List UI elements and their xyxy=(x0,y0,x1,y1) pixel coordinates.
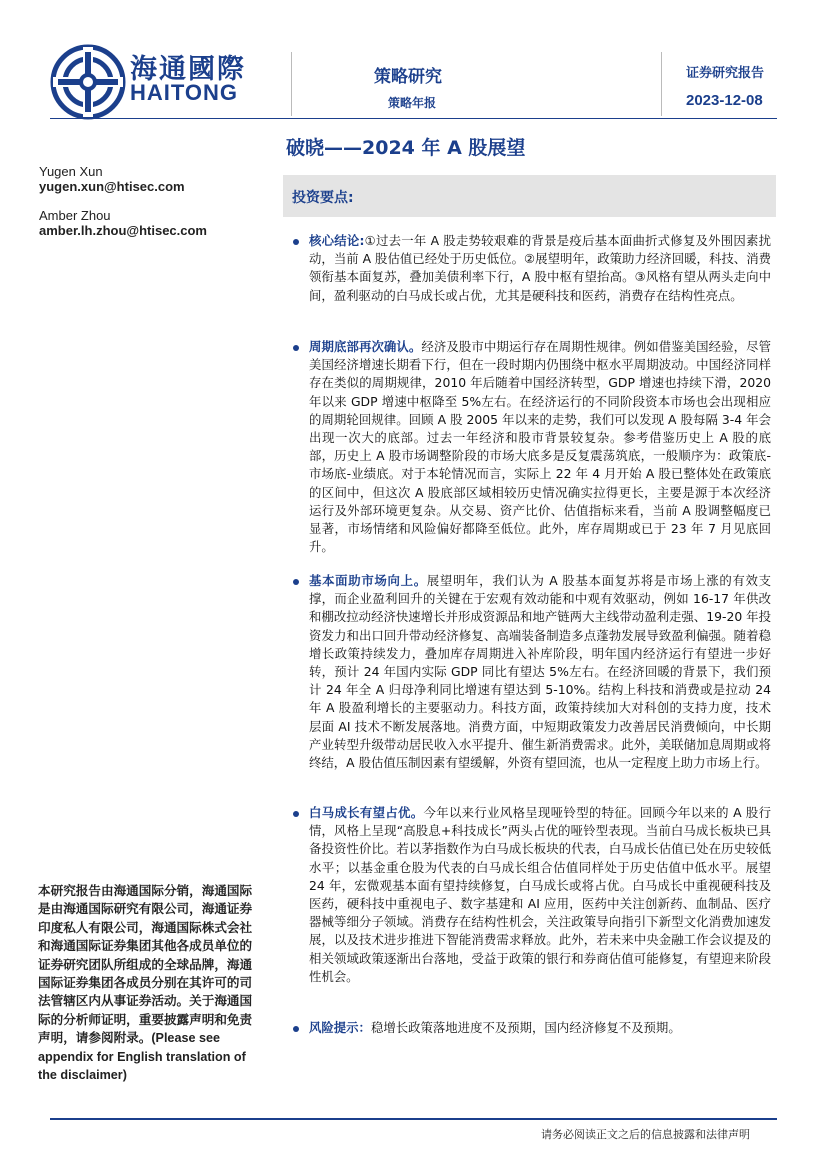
summary-item xyxy=(309,232,771,305)
author-name: Yugen Xun xyxy=(39,164,103,179)
disclaimer-cn: 本研究报告由海通国际分销，海通国际是由海通国际研究有限公司，海通证券印度私人有限公司，海通国际株式会社和海通国际证券集团其他各成员单位的证券研究团队所组成的全球品牌，海通国际证券集团各成员分别在其许可的司法管辖区内从事证券活动。关于海通国际的分析师证明，重要披露声明和免责声明，请参阅附录。 xyxy=(38,883,253,1046)
disclaimer-en: (Please see appendix for English translation of the disclaimer) xyxy=(38,1031,246,1083)
footer-notice: 请务必阅读正文之后的信息披露和法律声明 xyxy=(541,1128,750,1141)
bullet-icon xyxy=(292,1025,301,1034)
report-subcategory: 策略年报 xyxy=(388,96,437,110)
header-rule xyxy=(50,118,777,119)
report-date: 2023-12-08 xyxy=(686,92,763,109)
header-divider xyxy=(661,52,662,116)
logo-name-en: HAITONG xyxy=(130,80,239,105)
report-type: 证券研究报告 xyxy=(686,66,765,81)
summary-item-text: 展望明年，我们认为 A 股基本面复苏将是市场上涨的有效支撑，而企业盈利回升的关键在于宏观有效动能和中观有效驱动，例如 16-17 年供改和棚改拉动经济快速增长并形成资源品和地产链两大主线带动盈利走强、19-20 年投资发力和出口回升带动经济修复、高端装备制造多点蓬勃发展导致盈利偏强。随着稳增长政策持续发力，叠加库存周期进入补库阶段，明年国内经济运行有望进一步好转，预计 24 年国内实际 GDP 同比有望达 5%左右。在经济回暖的背景下，我们预计 24 年全 A 归母净利同比增速有望达到 5-10%。结构上科技和消费或是拉动 24 年 A 股盈利增长的主要驱动力。科技方面，政策持续加大对科创的支持力度，技术层面 AI 技术不断发展落地。消费方面，中短期政策发力改善居民消费倾向，中长期产业转型升级带动居民收入水平提升、催生新消费需求。此外，美联储加息周期或将终结，A 股估值压制因素有望缓解，外资有望回流，也从一定程度上助力市场上行。 xyxy=(309,573,771,771)
summary-heading: 投资要点: xyxy=(292,190,354,206)
header-divider xyxy=(291,52,292,116)
summary-item-text: 经济及股市中期运行存在周期性规律。例如借鉴美国经验，尽管美国经济增速长期看下行，但在一段时期内仍围绕中枢水平周期波动。中国经济同样存在类似的周期规律，2010 年后随着中国经济转型，GDP 增速也持续下滑，2020 年以来 GDP 增速中枢降至 5%左右。在经济运行的不同阶段资本市场也会出现相应的周期轮回规律。回顾 A 股 2005 年以来的走势，我们可以发现 A 股每隔 3-4 年会出现一次大的底部。过去一年经济和股市背景较复杂。参考借鉴历史上 A 股的底部，历史上 A 股市场调整阶段的市场大底多是反复震荡筑底，一般顺序为：政策底-市场底-业绩底。对于本轮情况而言，实际上 22 年 4 月开始 A 股已整体处在政策底的区间中，但这次 A 股底部区域相较历史情况确实拉得更长，主要是源于本次经济运行及外部环境更复杂。从交易、资产比价、估值指标来看，当前 A 股调整幅度已显著，市场情绪和风险偏好都降至低位。此外，库存周期或已于 23 年 7 月见底回升。 xyxy=(309,339,772,555)
summary-item-keyword: 风险提示： xyxy=(309,1020,371,1035)
summary-item xyxy=(309,572,771,772)
author-name: Amber Zhou xyxy=(39,208,111,223)
summary-item xyxy=(309,1019,771,1037)
bullet-icon xyxy=(292,344,301,353)
bullet-icon xyxy=(292,578,301,587)
footer-rule xyxy=(50,1118,777,1120)
summary-item xyxy=(309,804,771,986)
summary-item-text: ①过去一年 A 股走势较艰难的背景是疫后基本面曲折式修复及外围因素扰动，当前 A 股估值已经处于历史低位。②展望明年，政策助力经济回暖，科技、消费领衔基本面复苏，叠加美债利率下行，A 股中枢有望抬高。③风格有望从两头走向中间，盈利驱动的白马成长或占优，尤其是硬科技和医药，消费存在结构性亮点。 xyxy=(309,233,771,303)
summary-heading-band xyxy=(283,175,776,217)
summary-item-keyword: 基本面助市场向上。 xyxy=(309,573,427,588)
summary-item-keyword: 白马成长有望占优。 xyxy=(309,805,424,820)
disclaimer xyxy=(38,882,264,1084)
logo-name-cn: 海通國際 xyxy=(130,54,246,85)
bullet-icon xyxy=(292,810,301,819)
bullet-icon xyxy=(292,238,301,247)
author-email[interactable]: yugen.xun@htisec.com xyxy=(39,179,185,194)
report-category: 策略研究 xyxy=(374,67,442,87)
author-email[interactable]: amber.lh.zhou@htisec.com xyxy=(39,223,207,238)
summary-item-text: 稳增长政策落地进度不及预期，国内经济修复不及预期。 xyxy=(370,1020,681,1035)
summary-item xyxy=(309,338,771,556)
report-title: 破晓——2024 年 A 股展望 xyxy=(286,137,526,159)
summary-item-keyword: 周期底部再次确认。 xyxy=(309,339,422,354)
summary-item-text: 今年以来行业风格呈现哑铃型的特征。回顾今年以来的 A 股行情，风格上呈现“高股息+科技成长”两头占优的哑铃型表现。当前白马成长板块已具备投资性价比。若以茅指数作为白马成长板块的代表，白马成长估值已处在历史较低水平；以基金重仓股为代表的白马成长组合估值同样处于历史估值中低水平。展望 24 年，宏微观基本面有望持续修复，白马成长或将占优。白马成长中重视硬科技及医药，硬科技中重视电子、数字基建和 AI 应用，医药中关注创新药、血制品、医疗器械等细分子领域。消费存在结构性机会，关注政策导向指引下新型文化消费加速发展，以及技术进步推进下智能消费需求释放。此外，若未来中央金融工作会议提及的相关领域政策逐渐出台落地，受益于政策的银行和券商估值可能修复，有望迎来阶段性机会。 xyxy=(309,805,772,984)
haitong-logo-mark xyxy=(50,44,126,120)
summary-item-keyword: 核心结论: xyxy=(309,233,365,248)
